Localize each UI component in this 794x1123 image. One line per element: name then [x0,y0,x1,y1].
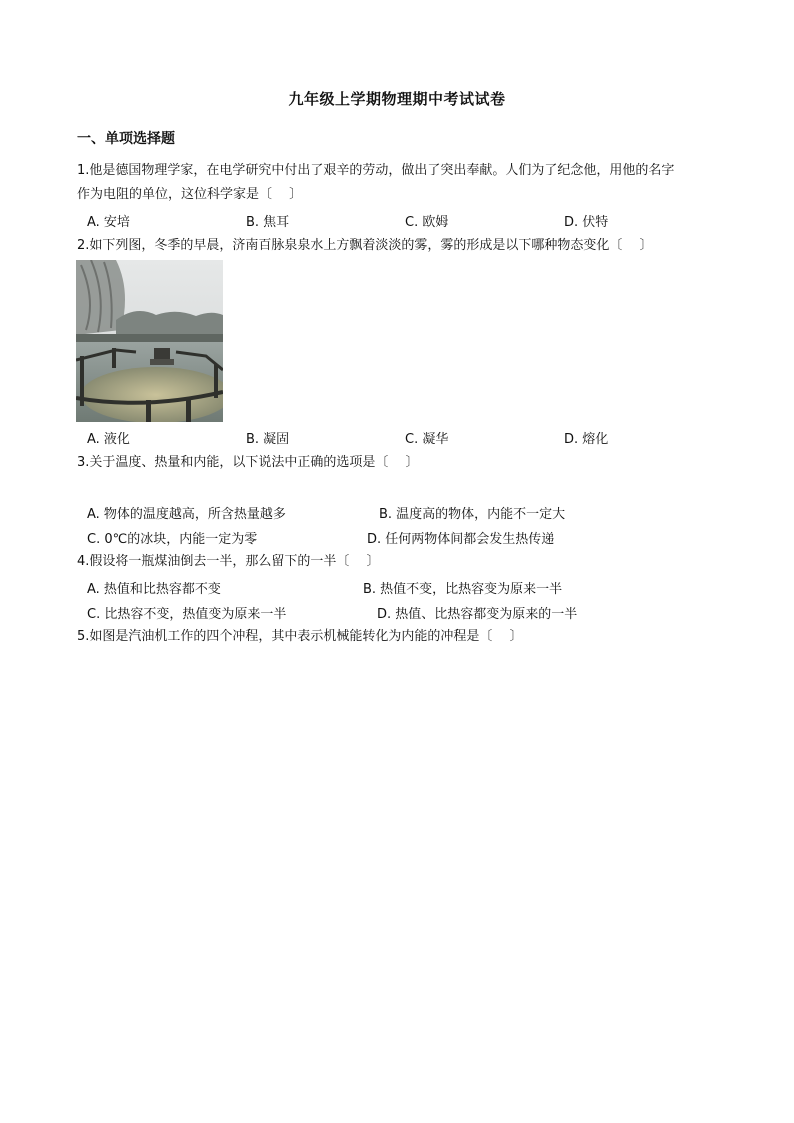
q1-option-a: A. 安培 [87,215,130,230]
question-3 [77,451,727,475]
question-1-text-line1: 1.他是德国物理学家，在电学研究中付出了艰辛的劳动，做出了突出奉献。人们为了纪念他，用他的名字 [77,163,675,178]
q3-option-c: C. 0℃的冰块，内能一定为零 [87,532,258,547]
q2-option-a: A. 液化 [87,432,130,447]
q4-option-d: D. 热值、比热容都变为原来的一半 [377,607,578,622]
question-4 [77,550,727,574]
q4-option-c: C. 比热容不变，热值变为原来一半 [87,607,287,622]
q1-option-d: D. 伏特 [564,215,609,230]
winter-spring-pond-photo [76,260,223,422]
q4-option-b: B. 热值不变，比热容变为原来一半 [363,582,563,597]
question-4-text-line1: 4.假设将一瓶煤油倒去一半，那么留下的一半〔 〕 [77,554,380,569]
q2-option-c: C. 凝华 [405,432,449,447]
question-3-options-row2 [87,528,727,550]
question-3-options-row1 [87,503,727,525]
question-2-text-line1: 2.如下列图，冬季的早晨，济南百脉泉泉水上方飘着淡淡的雾，雾的形成是以下哪种物态变化〔 〕 [77,238,653,253]
page-title: 九年级上学期物理期中考试试卷 [288,90,506,108]
question-5-text-line1: 5.如图是汽油机工作的四个冲程，其中表示机械能转化为内能的冲程是〔 〕 [77,629,523,644]
question-5 [77,625,727,649]
section-heading: 一、单项选择题 [77,131,175,147]
q3-option-d: D. 任何两物体间都会发生热传递 [367,532,555,547]
q1-option-c: C. 欧姆 [405,215,449,230]
q3-option-a: A. 物体的温度越高，所含热量越多 [87,507,286,522]
question-4-options-row2 [87,603,727,625]
q3-option-b: B. 温度高的物体，内能不一定大 [379,507,566,522]
q2-option-b: B. 凝固 [246,432,290,447]
question-1-options [87,211,727,233]
question-3-text-line1: 3.关于温度、热量和内能，以下说法中正确的选项是〔 〕 [77,455,419,470]
question-1-text-line2: 作为电阻的单位，这位科学家是〔 〕 [77,187,303,202]
question-4-options-row1 [87,578,727,600]
q4-option-a: A. 热值和比热容都不变 [87,582,221,597]
question-2-options [87,428,727,450]
question-1 [77,159,727,207]
q1-option-b: B. 焦耳 [246,215,290,230]
question-2 [77,234,727,258]
q2-option-d: D. 熔化 [564,432,609,447]
